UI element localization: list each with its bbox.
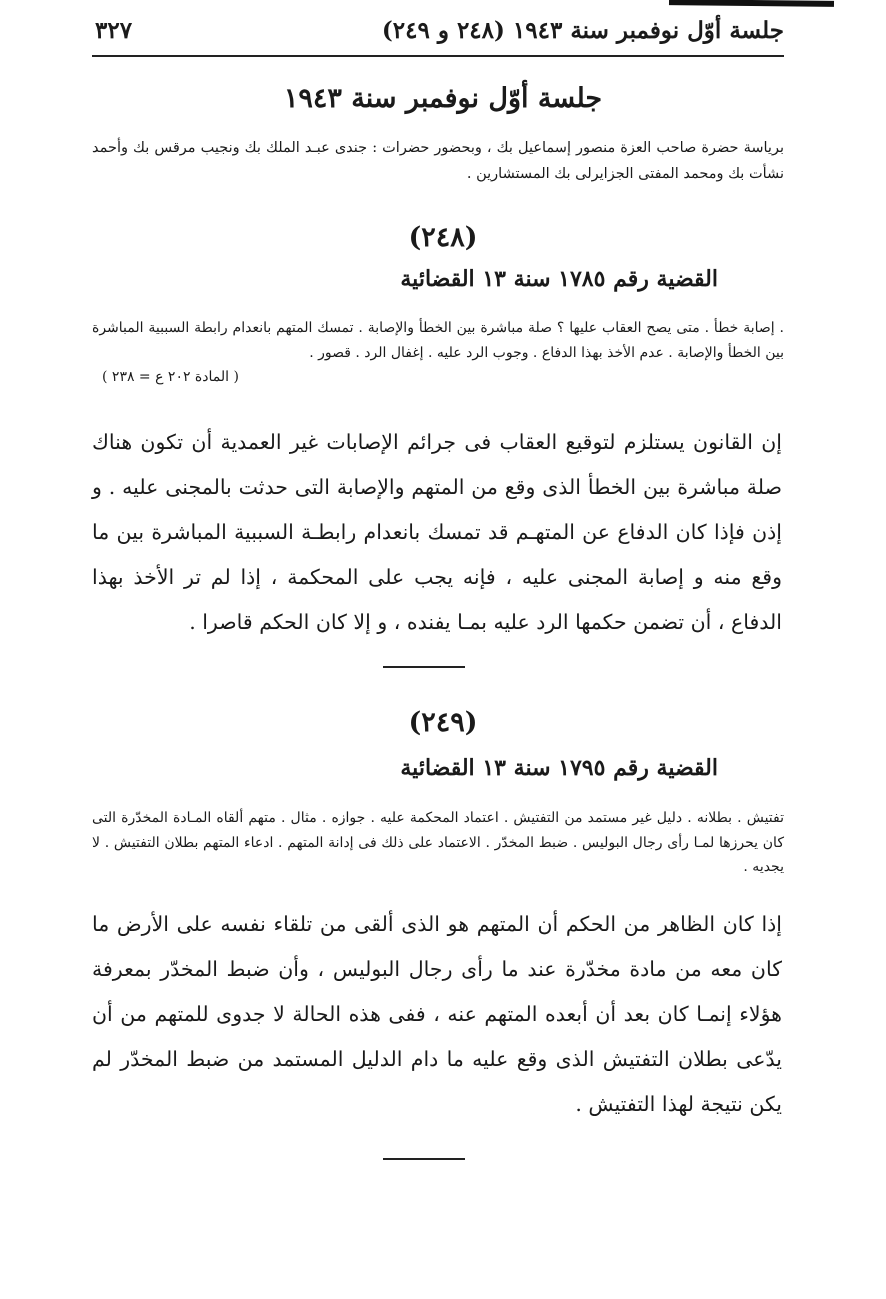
section-separator [383,666,465,668]
case-number: (٢٤٩) [408,707,478,738]
case-reference: القضية رقم ١٧٩٥ سنة ١٣ القضائية [400,755,718,781]
header-rule [92,55,784,57]
session-preamble: برياسة حضرة صاحب العزة منصور إسماعيل بك ، وبحضور حضرات : جندى عبـد الملك بك ونجيب مرقس بك وأحمد نشأت بك ومحمد المفتى الجزايرلى بك المستشارين . [92,140,784,182]
article-reference: ( المادة ٢٠٢ ع = ٢٣٨ ) [102,369,239,385]
page-header [95,8,784,52]
session-title: جلسة أوّل نوفمبر سنة ١٩٤٣ [283,83,603,114]
summary-text: . إصابة خطأ . متى يصح العقاب عليها ؟ صلة مباشرة بين الخطأ والإصابة . تمسك المتهم بانعدام رابطة السببية المباشرة بين الخطأ والإصابة . عدم الأخذ بهذا الدفاع . وجوب الرد عليه . إغفال الرد . قصور . [92,320,784,361]
case-number: (٢٤٨) [408,222,478,253]
scan-edge-mark [669,0,834,7]
page-number: ٣٢٧ [95,16,133,44]
case-body: إذا كان الظاهر من الحكم أن المتهم هو الذى ألقى من تلقاء نفسه على الأرض ما كان معه من مادة مخدّرة عند ما رأى رجال البوليس ، وأن ضبط المخدّر بمعرفة هؤلاء إنمـا كان بعد أن أبعده المتهم عنه ، ففى هذه الحالة لا جدوى للمتهم من أن يدّعى بطلان التفتيش الذى وقع عليه ما دام الدليل المستمد من ضبط المخدّر لم يكن نتيجة لهذا التفتيش . [92,912,782,1116]
case-summary [92,316,784,390]
case-reference: القضية رقم ١٧٨٥ سنة ١٣ القضائية [400,266,718,292]
case-body: إن القانون يستلزم لتوقيع العقاب فى جرائم الإصابات غير العمدية أن تكون هناك صلة مباشرة بين الخطأ الذى وقع من المتهم والإصابة التى حدثت بالمجنى عليه . و إذن فإذا كان الدفاع عن المتهـم قد تمسك بانعدام رابطـة السببية المباشرة بين ما وقع منه و إصابة المجنى عليه ، فإنه يجب على المحكمة ، إذا لم تر الأخذ بهذا الدفاع ، أن تضمن حكمها الرد عليه بمـا يفنده ، و إلا كان الحكم قاصرا . [92,430,782,634]
case-summary: تفتيش . بطلانه . دليل غير مستمد من التفتيش . اعتماد المحكمة عليه . جوازه . مثال . متهم ألقاه المـادة المخدّرة التى كان يحرزها لمـا رأى رجال البوليس . ضبط المخدّر . الاعتماد على ذلك فى إدانة المتهم . ادعاء المتهم بطلان التفتيش . لا يجديه . [92,810,784,875]
section-separator [383,1158,465,1160]
running-title: جلسة أوّل نوفمبر سنة ١٩٤٣ (٢٤٨ و ٢٤٩) [381,16,784,44]
